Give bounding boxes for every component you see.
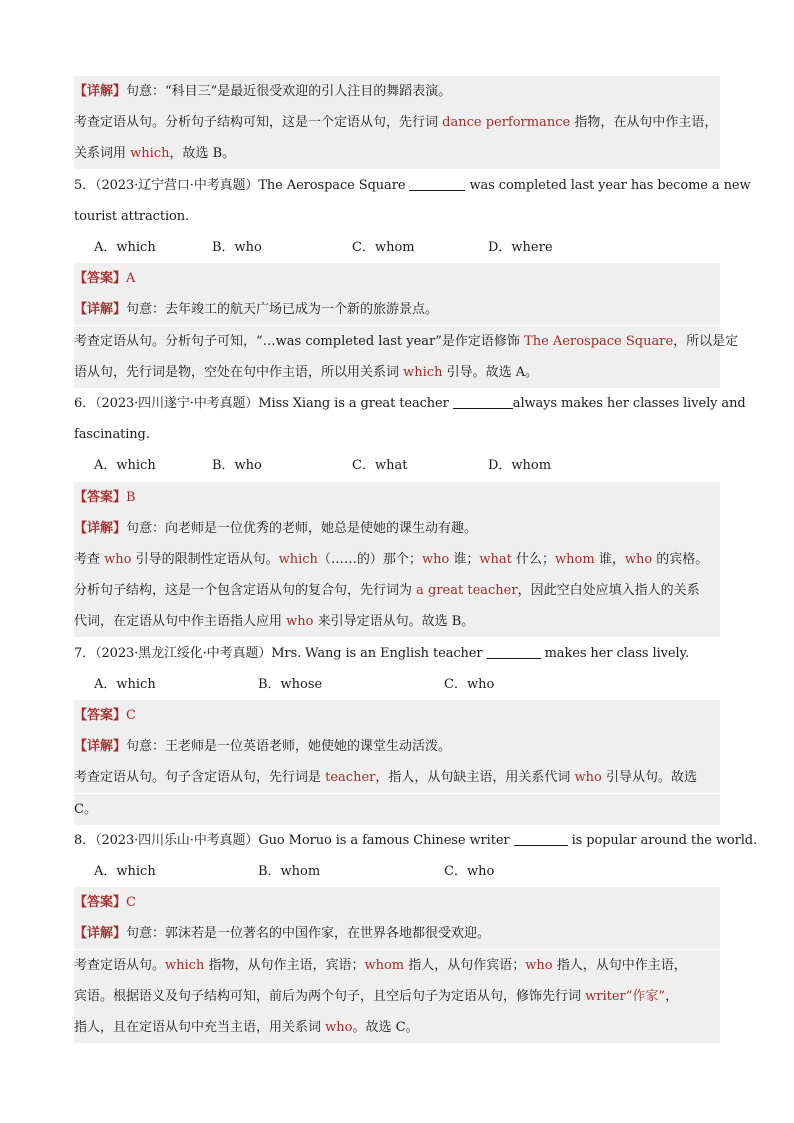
text-run: C。 [74, 801, 97, 817]
answer-blank [514, 831, 568, 846]
text-run: 句意：王老师是一位英语老师，她使她的课堂生动活泼。 [126, 739, 452, 755]
explanation-line [74, 76, 720, 107]
text-run: 什么； [511, 552, 556, 567]
text-run: 句意：郭沫若是一位著名的中国作家，在世界各地都很受欢迎。 [126, 926, 491, 942]
section-label: 【详解】 [74, 739, 127, 755]
text-run: 8．（2023·四川乐山·中考真题）Guo Moruo is a famous Chinese writer [74, 832, 514, 848]
answer-blank [409, 176, 465, 191]
text-run: 6．（2023·四川遂宁·中考真题）Miss Xiang is a great teacher [74, 396, 453, 411]
option-c: C．whom [352, 240, 415, 255]
explanation-line [74, 575, 720, 606]
options-row [74, 856, 720, 887]
option-b: B．whom [258, 864, 321, 879]
text-run: 考查 [74, 552, 105, 567]
text-run: ， [665, 988, 679, 1004]
text-run: 语从句，先行词是物，空处在句中作主语，所以用关系词 [74, 364, 404, 380]
option-b: B．whose [258, 676, 323, 692]
text-run: always makes her classes lively and [512, 396, 746, 411]
section-label: 【详解】 [74, 520, 127, 536]
options-row [74, 450, 720, 481]
answer-blank [453, 394, 513, 409]
explanation-line [74, 357, 720, 388]
text-run: 考查定语从句。句子含定语从句，先行词是 [74, 770, 326, 786]
text-run: was completed last year has become a new [465, 177, 751, 193]
text-run: 的宾格。 [652, 552, 709, 567]
text-run: is popular around the world. [567, 832, 758, 848]
question-stem [74, 170, 751, 201]
text-run: who [286, 614, 314, 630]
text-run: which [130, 146, 170, 162]
option-a: A．which [94, 458, 156, 474]
text-run: 指人，从句中作主语， [552, 957, 687, 973]
explanation-line [74, 794, 720, 825]
question-stem-cont [74, 419, 720, 450]
text-run: 考查定语从句。分析句子结构可知，这是一个定语从句，先行词 [74, 115, 443, 131]
text-run: A [126, 271, 136, 287]
text-run: what [479, 552, 512, 567]
text-run: 分析句子结构，这是一个包含定语从句的复合句，先行词为 [74, 583, 417, 599]
option-b: B．who [212, 458, 262, 474]
explanation-line [74, 1012, 720, 1043]
text-run: fascinating. [74, 427, 150, 443]
text-run: B [126, 489, 136, 505]
options-row [74, 232, 720, 263]
text-run: who [325, 1020, 353, 1035]
question-stem [74, 638, 720, 669]
section-label: 【详解】 [74, 926, 127, 942]
question-stem [74, 825, 758, 856]
text-run: dance performance [442, 115, 571, 131]
option-a: A．which [94, 676, 156, 692]
explanation-line [74, 762, 720, 793]
option-b: B．who [212, 240, 262, 255]
text-run: 5．（2023·辽宁营口·中考真题）The Aerospace Square [74, 177, 410, 193]
text-run: 引导的限制性定语从句。 [131, 552, 279, 567]
text-run: 句意：去年竣工的航天广场已成为一个新的旅游景点。 [126, 302, 439, 318]
text-run: 关系词用 [74, 146, 131, 162]
text-run: makes her class lively. [540, 645, 690, 661]
text-run: C [126, 708, 136, 723]
text-run: The Aerospace Square [524, 333, 674, 349]
option-a: A．which [94, 240, 156, 255]
option-a: A．which [94, 864, 156, 879]
option-c: C．who [444, 864, 495, 879]
explanation-line [74, 981, 720, 1012]
text-run: 。故选 C。 [352, 1020, 419, 1035]
text-run: 引导。故选 A。 [442, 364, 539, 380]
option-d: D．where [488, 240, 553, 255]
text-run: ，指人，从句缺主语，用关系代词 [375, 770, 575, 786]
section-label: 【详解】 [74, 84, 127, 99]
text-run: 考查定语从句。 [74, 957, 166, 973]
text-run: 谁； [449, 552, 480, 567]
explanation-line [74, 544, 720, 575]
text-run: ，因此空白处应填入指人的关系 [517, 583, 700, 599]
text-run: 谁， [594, 552, 625, 567]
text-run: who [574, 770, 602, 786]
text-run: 代词，在定语从句中作主语指人应用 [74, 614, 287, 630]
explanation-line [74, 918, 720, 949]
explanation-line [74, 700, 720, 731]
text-run: 句意：向老师是一位优秀的老师，她总是使她的课生动有趣。 [126, 520, 478, 536]
text-run: which [278, 552, 318, 567]
explanation-line [74, 263, 720, 294]
text-run: 7．（2023·黑龙江绥化·中考真题）Mrs. Wang is an English teacher [74, 645, 487, 661]
explanation-line [74, 731, 720, 762]
option-d: D．whom [488, 458, 552, 474]
text-run: who [624, 552, 653, 567]
section-label: 【答案】 [74, 708, 127, 723]
text-run: C [126, 895, 136, 911]
options-row [74, 669, 720, 700]
section-label: 【详解】 [74, 302, 127, 318]
explanation-line [74, 138, 720, 169]
text-run: 考查定语从句。分析句子可知，“…was completed last year”是作定语修饰 [74, 333, 525, 349]
section-label: 【答案】 [74, 271, 127, 287]
text-run: a great teacher [416, 583, 518, 599]
text-run: 句意：“科目三”是最近很受欢迎的引人注目的舞蹈表演。 [126, 84, 452, 99]
text-run: 指人，从句作宾语； [404, 957, 526, 973]
text-run: （……的）那个； [317, 552, 422, 567]
explanation-line [74, 482, 720, 513]
question-stem-cont [74, 201, 720, 232]
text-run: who [104, 552, 132, 567]
text-run: which [165, 957, 205, 973]
text-run: 指物，在从句中作主语， [570, 115, 718, 131]
text-run: which [403, 364, 443, 380]
explanation-line [74, 950, 720, 981]
text-run: ，所以是定 [673, 333, 739, 349]
section-label: 【答案】 [74, 489, 127, 505]
text-run: teacher [325, 770, 376, 786]
text-run: who [525, 957, 553, 973]
text-run: ，故选 B。 [169, 146, 236, 162]
text-run: 宾语。根据语义及句子结构可知，前后为两个句子，且空后句子为定语从句，修饰先行词 [74, 988, 586, 1004]
explanation-line [74, 107, 720, 138]
section-label: 【答案】 [74, 895, 127, 911]
text-run: whom [364, 957, 405, 973]
text-run: 来引导定语从句。故选 B。 [313, 614, 475, 630]
explanation-line [74, 326, 739, 357]
text-run: writer“作家” [585, 988, 666, 1004]
text-run: 引导从句。故选 [601, 770, 697, 786]
explanation-line [74, 887, 720, 918]
text-run: tourist attraction. [74, 208, 190, 224]
text-run: who [421, 552, 450, 567]
option-c: C．who [444, 676, 495, 692]
explanation-line [74, 606, 720, 637]
explanation-line [74, 513, 720, 544]
option-c: C．what [352, 458, 408, 474]
answer-blank [487, 644, 541, 659]
explanation-line [74, 294, 720, 325]
text-run: whom [555, 552, 595, 567]
question-stem [74, 388, 746, 419]
text-run: 指人，且在定语从句中充当主语，用关系词 [74, 1020, 326, 1035]
text-run: 指物，从句作主语，宾语； [204, 957, 365, 973]
